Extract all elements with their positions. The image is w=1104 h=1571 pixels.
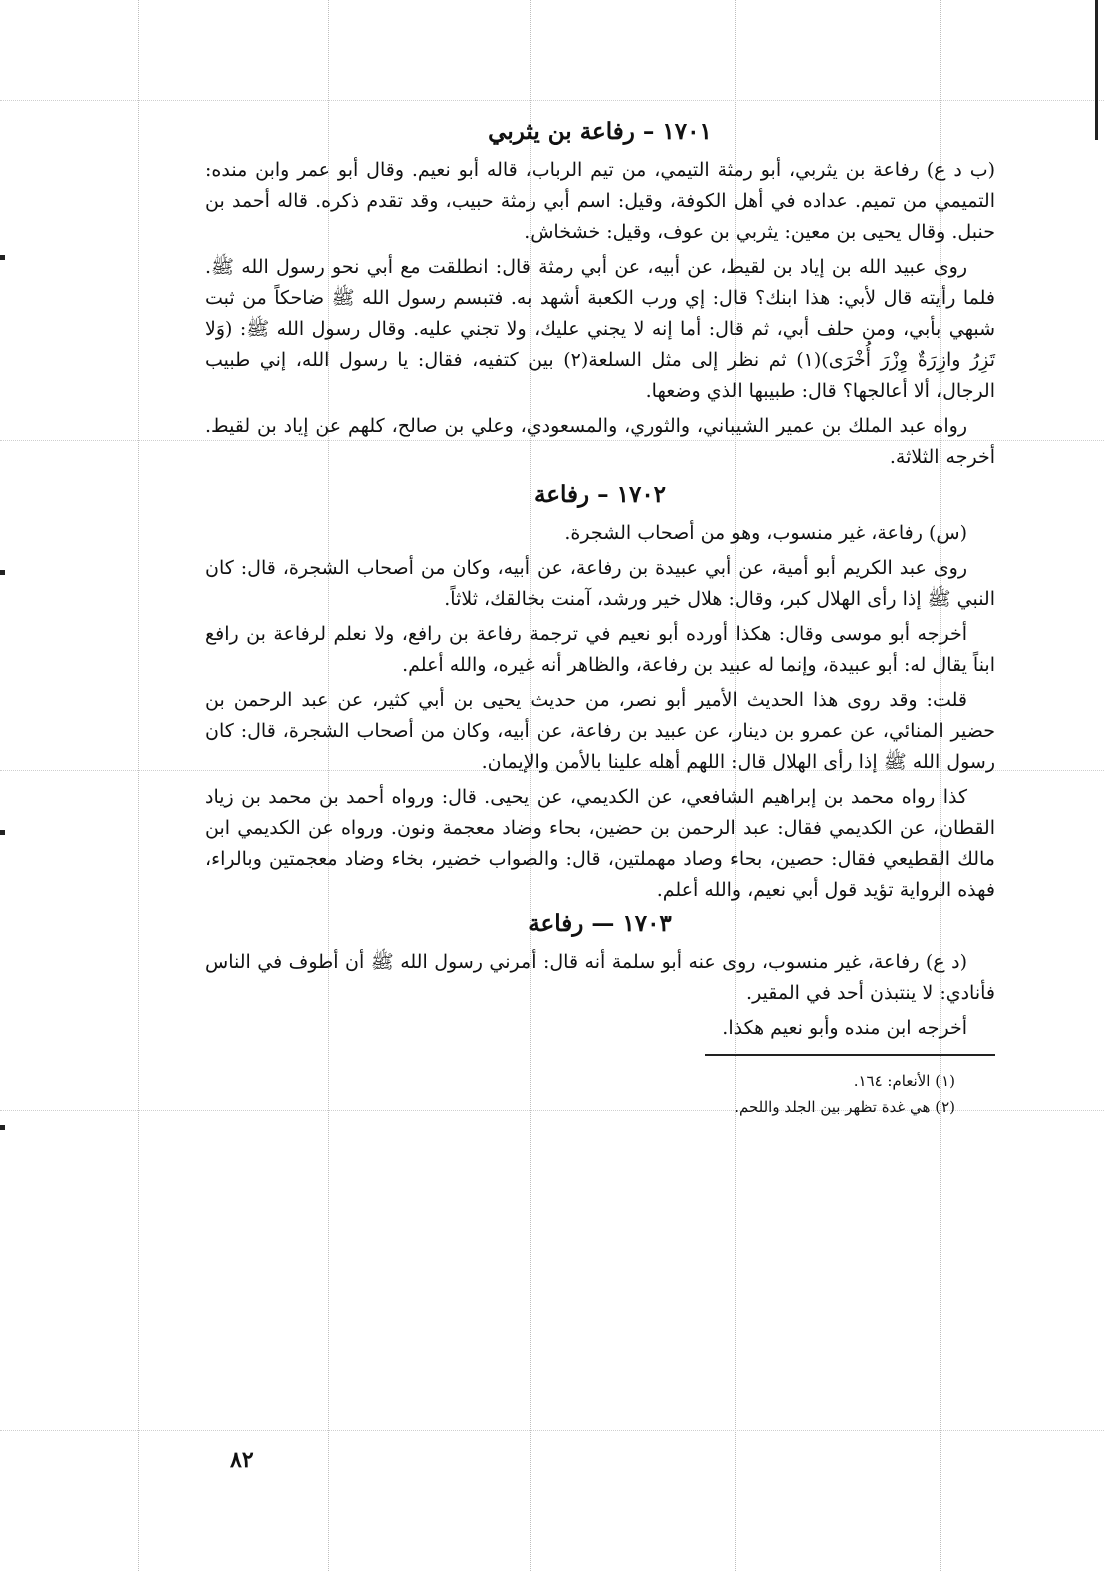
scan-edge-mark bbox=[1095, 0, 1098, 140]
scan-edge-mark bbox=[0, 570, 5, 575]
grid-line bbox=[0, 1430, 1104, 1431]
footnote-separator bbox=[705, 1054, 995, 1056]
entry-1701 bbox=[205, 118, 995, 473]
scan-edge-mark bbox=[0, 255, 5, 260]
entry-heading: ١٧٠٣ — رفاعة bbox=[528, 910, 672, 937]
entry-paragraph: (س) رفاعة، غير منسوب، وهو من أصحاب الشجرة. bbox=[564, 522, 967, 544]
entry-paragraph: رواه عبد الملك بن عمير الشيباني، والثوري، والمسعودي، وعلي بن صالح، كلهم عن إياد بن لقيط. أخرجه الثلاثة. bbox=[205, 415, 995, 468]
entry-paragraph: قلت: وقد روى هذا الحديث الأمير أبو نصر، من حديث يحيى بن أبي كثير، عن عبد الرحمن بن حضير المنائي، عن عمرو بن دينار، عن عبيد بن رفاعة، عن أبيه، وكان من أصحاب الشجرة، قال: كان رسول الله ﷺ إذا رأى الهلال قال: اللهم أهله علينا بالأمن والإيمان. bbox=[205, 689, 995, 773]
page-body bbox=[205, 118, 995, 1120]
entry-1703 bbox=[205, 910, 995, 1044]
entry-heading: ١٧٠٢ – رفاعة bbox=[533, 481, 667, 508]
entry-paragraph: كذا رواه محمد بن إبراهيم الشافعي، عن الكديمي، عن يحيى. قال: ورواه أحمد بن محمد بن زياد القطان، عن الكديمي فقال: عبد الرحمن بن حضين، بحاء وضاد معجمة ونون. ورواه عن الكديمي ابن مالك القطيعي فقال: حصين، بحاء وصاد مهملتين، قال: والصواب خضير، بخاء وضاد معجمتين وبالراء، فهذه الرواية تؤيد قول أبي نعيم، والله أعلم. bbox=[205, 786, 995, 901]
entry-paragraph: روى عبيد الله بن إياد بن لقيط، عن أبيه، عن أبي رمثة قال: انطلقت مع أبي نحو رسول الله ﷺ. فلما رأيته قال لأبي: هذا ابنك؟ قال: إي ورب الكعبة أشهد به. فتبسم رسول الله ﷺ ضاحكاً من ثبت شبهي بأبي، ومن حلف أبي، ثم قال: أما إنه لا يجني عليك، ولا تجني عليه. وقال رسول الله ﷺ: (وَلا تَزِرُ وازِرَةٌ وِزْرَ أُخْرَى)(١) ثم نظر إلى مثل السلعة(٢) بين كتفيه، فقال: يا رسول الله، إني طبيب الرجال، ألا أعالجها؟ قال: طبيبها الذي وضعها. bbox=[205, 256, 995, 402]
scan-edge-mark bbox=[0, 830, 5, 835]
scan-edge-mark bbox=[0, 1125, 5, 1130]
entry-heading: ١٧٠١ – رفاعة بن يثربي bbox=[488, 118, 712, 145]
entry-paragraph: (د ع) رفاعة، غير منسوب، روى عنه أبو سلمة أنه قال: أمرني رسول الله ﷺ أن أطوف في الناس فأنادي: لا ينتبذن أحد في المقير. bbox=[205, 951, 995, 1004]
page-number: ٨٢ bbox=[230, 1447, 254, 1473]
entry-paragraph: روى عبد الكريم أبو أمية، عن أبي عبيدة بن رفاعة، عن أبيه، وكان من أصحاب الشجرة، قال: كان النبي ﷺ إذا رأى الهلال كبر، وقال: هلال خير ورشد، آمنت بخالقك، ثلاثاً. bbox=[205, 557, 995, 610]
grid-line bbox=[138, 0, 139, 1571]
grid-line bbox=[0, 100, 1104, 101]
footnote: (٢) هي غدة تظهر بين الجلد واللحم. bbox=[734, 1098, 955, 1116]
entry-paragraph: أخرجه ابن منده وأبو نعيم هكذا. bbox=[722, 1017, 967, 1039]
entry-paragraph: أخرجه أبو موسى وقال: هكذا أورده أبو نعيم في ترجمة رفاعة بن رافع، ولا نعلم لرفاعة بن رافع ابناً يقال له: أبو عبيدة، وإنما له عبيد بن رفاعة، والظاهر أنه غيره، والله أعلم. bbox=[205, 623, 995, 676]
entry-paragraph: (ب د ع) رفاعة بن يثربي، أبو رمثة التيمي، من تيم الرباب، قاله أبو نعيم. وقال أبو عمر وابن منده: التميمي من تميم. عداده في أهل الكوفة، وقيل: اسم أبي رمثة حبيب، وقد تقدم ذكره. قاله أحمد بن حنبل. وقال يحيى بن معين: يثربي بن عوف، وقيل: خشخاش. bbox=[205, 159, 995, 243]
footnote: (١) الأنعام: ١٦٤. bbox=[853, 1072, 955, 1090]
entry-1702 bbox=[205, 481, 995, 906]
